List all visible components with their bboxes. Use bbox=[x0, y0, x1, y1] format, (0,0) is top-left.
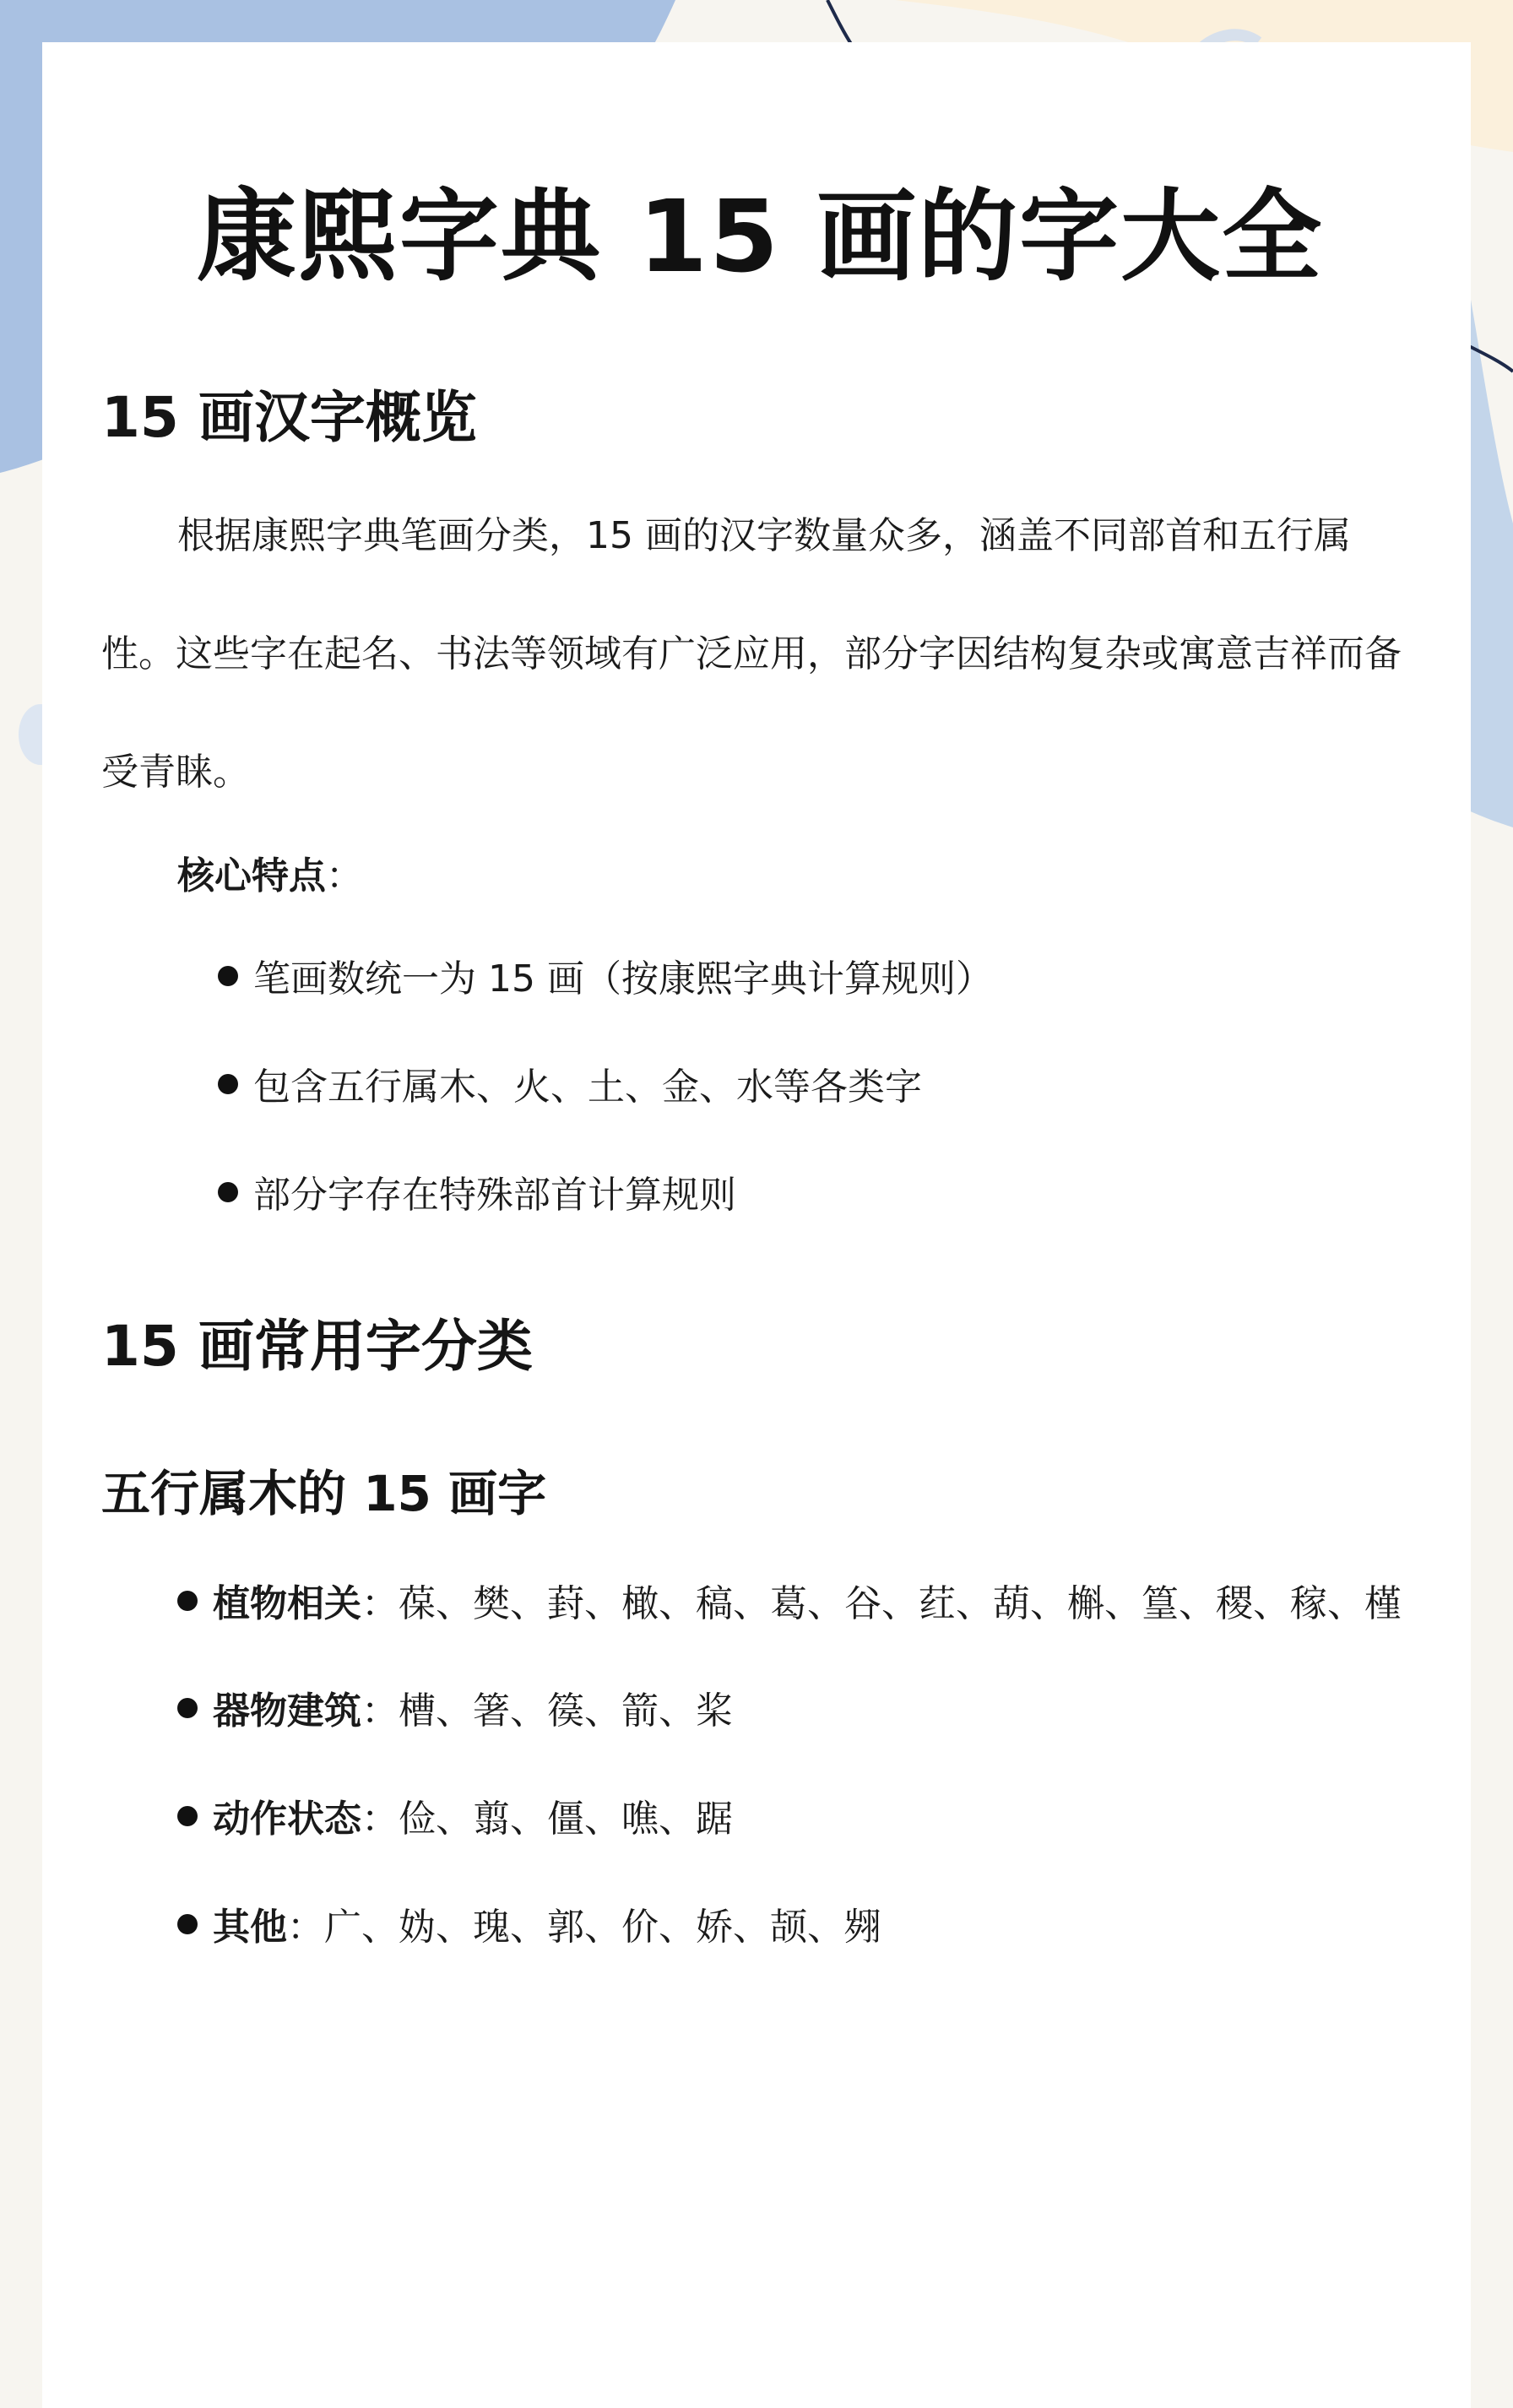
wood-heading: 五行属木的 15 画字 bbox=[101, 1465, 547, 1522]
wood-group-colon: ： bbox=[361, 1798, 399, 1841]
feature-item bbox=[218, 1062, 1513, 1113]
features-colon: ： bbox=[326, 854, 363, 898]
wood-group-label: 器物建筑 bbox=[213, 1689, 361, 1733]
wood-group-item bbox=[101, 1686, 1418, 1737]
wood-groups-list bbox=[101, 1545, 1418, 1953]
wood-group-chars: 广、妫、瑰、郭、价、娇、颉、翙 bbox=[324, 1906, 881, 1949]
bullet-dot-icon bbox=[218, 966, 238, 986]
features-list bbox=[218, 954, 1513, 1221]
wood-group-colon: ： bbox=[361, 1582, 399, 1625]
feature-text: 笔画数统一为 15 画（按康熙字典计算规则） bbox=[253, 957, 993, 1001]
wood-group-item bbox=[101, 1902, 1418, 1953]
feature-item bbox=[218, 954, 1513, 1005]
features-label-line bbox=[177, 851, 363, 902]
bullet-dot-icon bbox=[177, 1591, 198, 1611]
feature-text: 包含五行属木、火、土、金、水等各类字 bbox=[253, 1066, 922, 1109]
page-title: 康熙字典 15 画的字大全 bbox=[196, 178, 1324, 295]
bullet-dot-icon bbox=[177, 1914, 198, 1934]
features-label: 核心特点 bbox=[177, 854, 326, 898]
overview-paragraph: 根据康熙字典笔画分类，15 画的汉字数量众多，涵盖不同部首和五行属性。这些字在起名、书法等领域有广泛应用，部分字因结构复杂或寓意吉祥而备受青睐。 bbox=[101, 514, 1402, 794]
feature-item bbox=[218, 1170, 1513, 1221]
wood-group-item bbox=[101, 1545, 1418, 1663]
classification-heading: 15 画常用字分类 bbox=[101, 1314, 533, 1379]
wood-group-colon: ： bbox=[361, 1689, 399, 1733]
feature-text: 部分字存在特殊部首计算规则 bbox=[253, 1174, 736, 1217]
bullet-dot-icon bbox=[218, 1074, 238, 1094]
wood-group-chars: 俭、翦、僵、噍、踞 bbox=[399, 1798, 733, 1841]
wood-group-item bbox=[101, 1794, 1418, 1845]
bullet-dot-icon bbox=[177, 1806, 198, 1826]
document-card bbox=[42, 42, 1471, 2408]
wood-group-chars: 槽、箸、篌、箭、桨 bbox=[399, 1689, 733, 1733]
overview-heading: 15 画汉字概览 bbox=[101, 385, 477, 450]
wood-group-chars: 葆、樊、葑、橄、稿、葛、谷、荭、葫、槲、篁、稷、稼、槿 bbox=[399, 1582, 1402, 1625]
wood-group-label: 动作状态 bbox=[213, 1798, 361, 1841]
bullet-dot-icon bbox=[218, 1182, 238, 1202]
wood-group-label: 其他 bbox=[213, 1906, 287, 1949]
wood-group-colon: ： bbox=[287, 1906, 324, 1949]
wood-group-label: 植物相关 bbox=[213, 1582, 361, 1625]
bullet-dot-icon bbox=[177, 1698, 198, 1718]
